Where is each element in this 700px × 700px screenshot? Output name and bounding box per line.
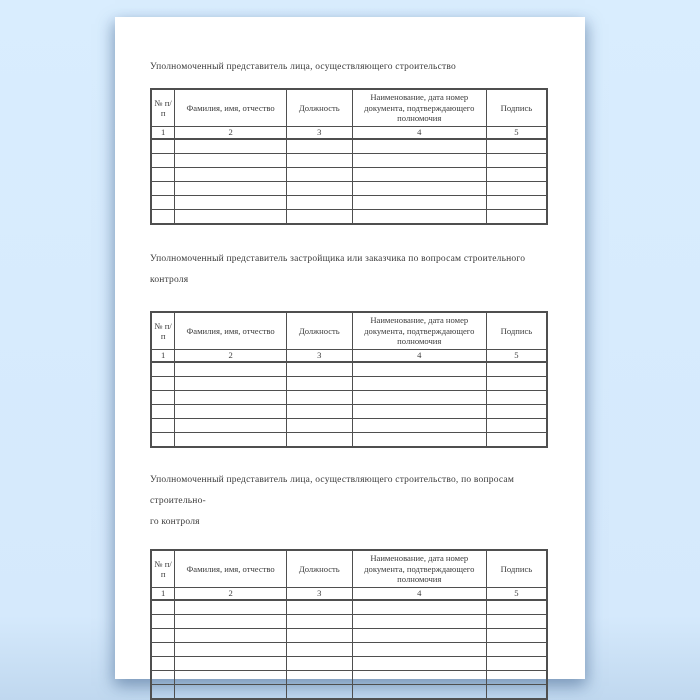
table-body [151, 362, 547, 447]
empty-cell [286, 433, 352, 448]
empty-cell [352, 154, 486, 168]
empty-row [151, 657, 547, 671]
empty-cell [486, 671, 547, 685]
empty-cell [151, 643, 175, 657]
empty-cell [175, 600, 287, 615]
column-number: 1 [151, 350, 175, 363]
empty-cell [486, 419, 547, 433]
empty-cell [486, 139, 547, 154]
section-representative-builder [150, 57, 548, 225]
empty-row [151, 433, 547, 448]
empty-cell [286, 391, 352, 405]
empty-cell [286, 154, 352, 168]
column-number: 5 [486, 588, 547, 601]
empty-cell [352, 685, 486, 700]
col-header-number: № п/п [151, 312, 175, 350]
empty-cell [175, 615, 287, 629]
empty-cell [151, 629, 175, 643]
empty-cell [151, 154, 175, 168]
empty-row [151, 671, 547, 685]
section-representative-builder-control [150, 470, 548, 700]
empty-cell [352, 600, 486, 615]
col-header-position: Должность [286, 89, 352, 127]
col-header-signature: Подпись [486, 550, 547, 588]
empty-cell [151, 419, 175, 433]
table-header-row [151, 312, 547, 350]
empty-cell [352, 362, 486, 377]
empty-cell [286, 196, 352, 210]
empty-cell [286, 685, 352, 700]
empty-cell [352, 419, 486, 433]
column-number: 5 [486, 127, 547, 140]
empty-row [151, 405, 547, 419]
empty-cell [352, 377, 486, 391]
empty-cell [175, 391, 287, 405]
section-title [150, 249, 548, 291]
empty-cell [151, 182, 175, 196]
empty-row [151, 196, 547, 210]
column-number: 3 [286, 350, 352, 363]
section-representative-developer-control [150, 249, 548, 448]
representatives-table-3 [150, 549, 548, 700]
empty-cell [286, 210, 352, 225]
empty-cell [286, 377, 352, 391]
column-number: 4 [352, 127, 486, 140]
section-title-line: Уполномоченный представитель застройщика или заказчика по вопросам строительного контроля [150, 254, 526, 285]
empty-cell [175, 377, 287, 391]
empty-cell [486, 405, 547, 419]
empty-cell [175, 685, 287, 700]
empty-cell [352, 139, 486, 154]
section-title [150, 57, 548, 78]
column-number: 4 [352, 350, 486, 363]
empty-cell [352, 391, 486, 405]
column-number: 5 [486, 350, 547, 363]
table-header-row [151, 89, 547, 127]
empty-cell [151, 210, 175, 225]
col-header-signature: Подпись [486, 312, 547, 350]
empty-cell [352, 182, 486, 196]
empty-cell [486, 629, 547, 643]
empty-cell [151, 139, 175, 154]
column-number-row [151, 350, 547, 363]
column-number: 2 [175, 588, 287, 601]
empty-row [151, 182, 547, 196]
empty-cell [352, 643, 486, 657]
empty-cell [352, 615, 486, 629]
col-header-authority-document: Наименование, дата номер документа, подтверждающего полномочия [352, 89, 486, 127]
empty-cell [286, 362, 352, 377]
empty-cell [486, 196, 547, 210]
empty-row [151, 615, 547, 629]
col-header-full-name: Фамилия, имя, отчество [175, 312, 287, 350]
empty-cell [286, 629, 352, 643]
column-number: 4 [352, 588, 486, 601]
empty-cell [352, 168, 486, 182]
empty-cell [151, 600, 175, 615]
col-header-full-name: Фамилия, имя, отчество [175, 89, 287, 127]
column-number: 3 [286, 588, 352, 601]
empty-row [151, 600, 547, 615]
empty-cell [175, 629, 287, 643]
empty-cell [151, 657, 175, 671]
empty-cell [486, 685, 547, 700]
empty-cell [352, 210, 486, 225]
empty-cell [151, 685, 175, 700]
empty-cell [352, 657, 486, 671]
empty-cell [175, 362, 287, 377]
empty-row [151, 210, 547, 225]
empty-cell [175, 210, 287, 225]
section-title [150, 470, 548, 533]
empty-cell [151, 405, 175, 419]
empty-row [151, 419, 547, 433]
empty-cell [175, 405, 287, 419]
empty-cell [286, 182, 352, 196]
empty-row [151, 362, 547, 377]
section-title-line: Уполномоченный представитель лица, осуществляющего строительство [150, 62, 456, 72]
empty-row [151, 377, 547, 391]
empty-row [151, 139, 547, 154]
empty-cell [486, 433, 547, 448]
empty-cell [286, 643, 352, 657]
col-header-authority-document: Наименование, дата номер документа, подтверждающего полномочия [352, 550, 486, 588]
empty-row [151, 643, 547, 657]
section-title-line: Уполномоченный представитель лица, осуществляющего строительство, по вопросам строительно- [150, 475, 515, 506]
empty-cell [151, 168, 175, 182]
empty-row [151, 168, 547, 182]
column-number: 1 [151, 588, 175, 601]
representatives-table-1 [150, 88, 548, 225]
empty-cell [486, 154, 547, 168]
table-body [151, 600, 547, 699]
empty-cell [486, 643, 547, 657]
section-title-line: го контроля [150, 517, 200, 527]
empty-cell [175, 168, 287, 182]
empty-cell [175, 182, 287, 196]
empty-row [151, 391, 547, 405]
empty-row [151, 154, 547, 168]
empty-cell [486, 615, 547, 629]
empty-cell [175, 196, 287, 210]
empty-cell [352, 196, 486, 210]
empty-cell [352, 671, 486, 685]
col-header-number: № п/п [151, 550, 175, 588]
empty-cell [286, 657, 352, 671]
document-page [115, 17, 585, 679]
representatives-table-2 [150, 311, 548, 448]
empty-cell [151, 433, 175, 448]
empty-cell [286, 405, 352, 419]
empty-cell [175, 154, 287, 168]
empty-cell [352, 405, 486, 419]
column-number: 1 [151, 127, 175, 140]
empty-cell [486, 600, 547, 615]
empty-cell [486, 362, 547, 377]
empty-cell [286, 615, 352, 629]
empty-cell [352, 629, 486, 643]
empty-cell [486, 391, 547, 405]
col-header-position: Должность [286, 550, 352, 588]
empty-cell [352, 433, 486, 448]
table-header-row [151, 550, 547, 588]
empty-cell [486, 168, 547, 182]
table-body [151, 139, 547, 224]
column-number: 2 [175, 127, 287, 140]
column-number: 2 [175, 350, 287, 363]
empty-cell [175, 433, 287, 448]
empty-cell [151, 391, 175, 405]
empty-cell [286, 671, 352, 685]
empty-cell [175, 671, 287, 685]
col-header-position: Должность [286, 312, 352, 350]
empty-cell [486, 657, 547, 671]
empty-cell [286, 600, 352, 615]
col-header-authority-document: Наименование, дата номер документа, подтверждающего полномочия [352, 312, 486, 350]
col-header-signature: Подпись [486, 89, 547, 127]
empty-cell [151, 196, 175, 210]
empty-row [151, 629, 547, 643]
empty-cell [486, 377, 547, 391]
col-header-number: № п/п [151, 89, 175, 127]
empty-cell [486, 210, 547, 225]
empty-cell [175, 657, 287, 671]
empty-cell [151, 377, 175, 391]
empty-row [151, 685, 547, 700]
col-header-full-name: Фамилия, имя, отчество [175, 550, 287, 588]
empty-cell [151, 671, 175, 685]
column-number: 3 [286, 127, 352, 140]
empty-cell [286, 419, 352, 433]
column-number-row [151, 588, 547, 601]
empty-cell [286, 168, 352, 182]
empty-cell [286, 139, 352, 154]
empty-cell [175, 419, 287, 433]
empty-cell [151, 615, 175, 629]
column-number-row [151, 127, 547, 140]
empty-cell [175, 643, 287, 657]
empty-cell [486, 182, 547, 196]
empty-cell [175, 139, 287, 154]
empty-cell [151, 362, 175, 377]
